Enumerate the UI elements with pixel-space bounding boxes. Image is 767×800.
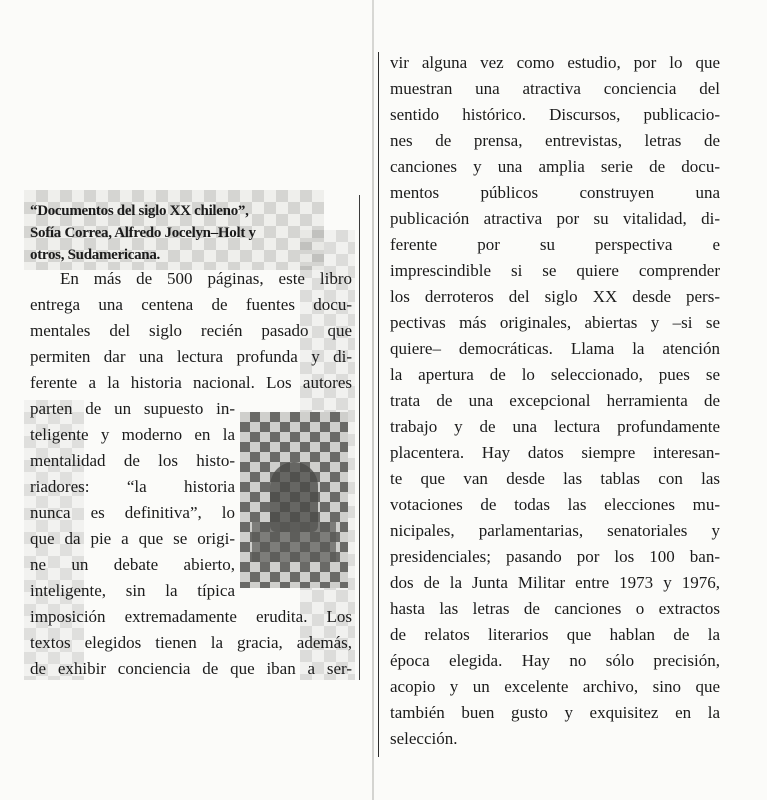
body-line: de exhibir conciencia de que iban a ser- (30, 659, 352, 678)
body-line: ne un debate abierto, (30, 555, 235, 574)
body-line: riadores: “la historia (30, 477, 235, 496)
body-line: imprescindible si se quiere comprender (390, 261, 720, 280)
body-line: entrega una centena de fuentes docu- (30, 295, 352, 314)
body-line: también buen gusto y exquisitez en la (390, 703, 720, 722)
body-line: inteligente, sin la típica (30, 581, 235, 600)
body-line: quiere– democráticas. Llama la atención (390, 339, 720, 358)
body-line: votaciones de todas las elecciones mu- (390, 495, 720, 514)
column-rule (378, 52, 379, 757)
body-line: nunca es definitiva”, lo (30, 503, 235, 522)
body-line: placentera. Hay datos siempre interesan- (390, 443, 720, 462)
heading-line: Sofía Correa, Alfredo Jocelyn–Holt y (30, 225, 256, 241)
body-line: trabajo y de una lectura profundamente (390, 417, 720, 436)
body-line: teligente y moderno en la (30, 425, 235, 444)
body-line: presidenciales; pasando por los 100 ban- (390, 547, 720, 566)
body-line: mentos públicos construyen una (390, 183, 720, 202)
body-line: muestran una atractiva conciencia del (390, 79, 720, 98)
body-line: pectivas más originales, abiertas y –si se (390, 313, 720, 332)
review-heading (30, 200, 330, 266)
review-body-right (390, 50, 720, 752)
body-line: nicipales, parlamentarias, senatoriales y (390, 521, 720, 540)
heading-line: otros, Sudamericana. (30, 247, 160, 263)
book-cover-photo (240, 412, 348, 588)
body-line: parten de un supuesto in- (30, 399, 235, 418)
body-line: canciones y una amplia serie de docu- (390, 157, 720, 176)
body-line: dos de la Junta Militar entre 1973 y 1976, (390, 573, 720, 592)
body-line: textos elegidos tienen la gracia, además, (30, 633, 352, 652)
body-line: que da pie a que se origi- (30, 529, 235, 548)
photo-figure (252, 522, 336, 562)
body-line: vir alguna vez como estudio, por lo que (390, 53, 720, 72)
page-divider (372, 0, 374, 800)
body-line: te que van desde las tablas con las (390, 469, 720, 488)
body-line: ferente a la historia nacional. Los autores (30, 373, 352, 392)
body-line: En más de 500 páginas, este libro (60, 269, 352, 288)
body-line: sentido histórico. Discursos, publicacio- (390, 105, 720, 124)
body-line: época elegida. Hay no sólo precisión, (390, 651, 720, 670)
body-line: permiten dar una lectura profunda y di- (30, 347, 352, 366)
body-line: hasta las letras de canciones o extractos (390, 599, 720, 618)
body-line: nes de prensa, entrevistas, letras de (390, 131, 720, 150)
body-line: los derroteros del siglo XX desde pers- (390, 287, 720, 306)
body-line: ferente por su perspectiva e (390, 235, 720, 254)
body-line: la apertura de lo seleccionado, pues se (390, 365, 720, 384)
body-line: mentales del siglo recién pasado que (30, 321, 352, 340)
body-line: de relatos literarios que hablan de la (390, 625, 720, 644)
body-line: selección. (390, 729, 458, 748)
heading-line: “Documentos del siglo XX chileno”, (30, 203, 249, 219)
body-line: trata de una excepcional herramienta de (390, 391, 720, 410)
body-line: acopio y un excelente archivo, sino que (390, 677, 720, 696)
body-line: publicación atractiva por su vitalidad, di- (390, 209, 720, 228)
body-line: mentalidad de los histo- (30, 451, 235, 470)
body-line: imposición extremadamente erudita. Los (30, 607, 352, 626)
